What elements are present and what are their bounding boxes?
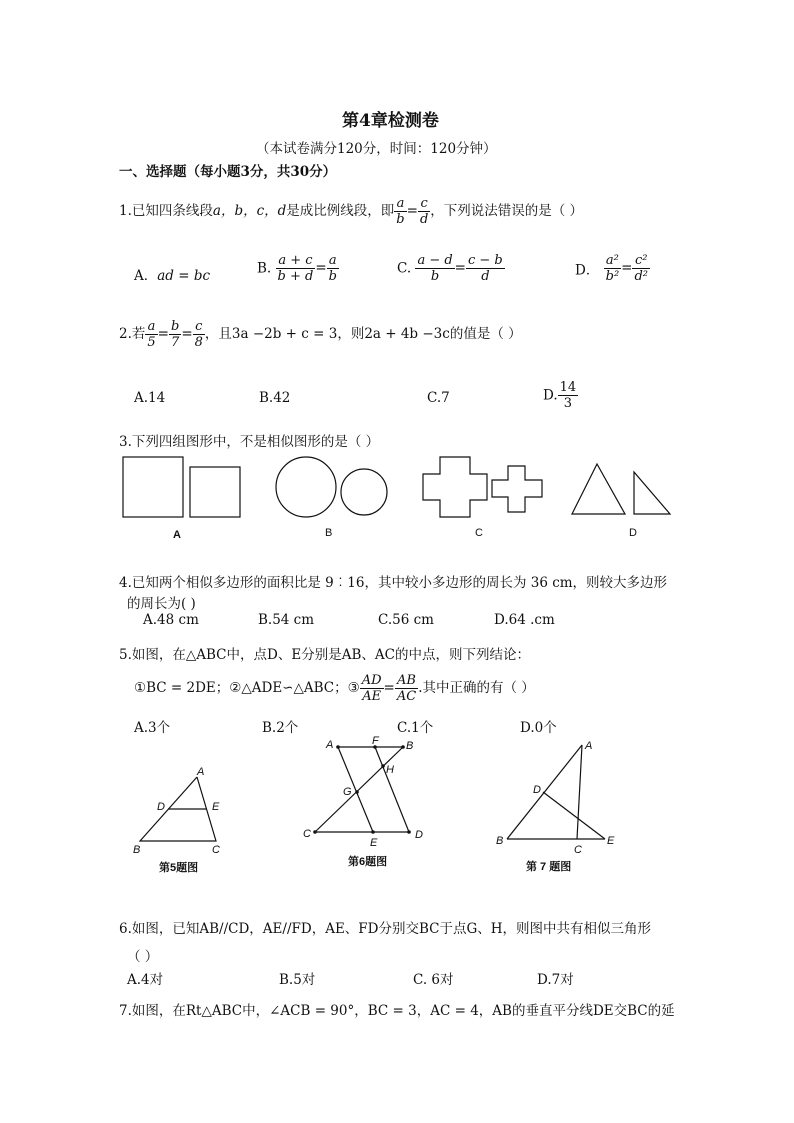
question-1-stem: 1.已知四条线段a，b，c，d是成比例线段，即 $\frac{a}{b}$ = $\frac{c}{d}$ ，下列说法错误的是（ ）: [119, 196, 584, 227]
q3-b-large-circle: [276, 457, 336, 517]
fig6-label-a: A: [326, 739, 334, 751]
q5-option-b[interactable]: B.2个: [262, 720, 299, 736]
figure-7: [496, 740, 615, 873]
q5-conclusions: ①BC = 2DE；②△ADE∽△ABC；③ $\frac{AD}{AE}$ = $\frac{AB}{AC}$ .其中正确的有（ ）: [134, 673, 535, 704]
q4-option-a[interactable]: A.48 cm: [143, 612, 199, 628]
fig6-label-b: B: [406, 740, 414, 752]
fig5-label-a: A: [197, 766, 205, 778]
question-5-stem: 5.如图，在△ABC中，点D、E分别是AB、AC的中点，则下列结论：: [119, 647, 530, 663]
figures-row: [125, 735, 635, 880]
q6-option-d[interactable]: D.7对: [537, 972, 574, 988]
q3-d-right-triangle: [634, 472, 670, 514]
fig6-label-h: H: [386, 764, 394, 776]
q4-option-c[interactable]: C.56 cm: [378, 612, 434, 628]
exam-info: （本试卷满分120分，时间：120分钟）: [256, 141, 497, 157]
section-heading: 一、选择题（每小题3分，共30分）: [119, 164, 337, 180]
q5-option-a[interactable]: A.3个: [134, 720, 171, 736]
q3-a-large-square: [123, 457, 183, 517]
q1-option-d[interactable]: D． $\frac{\text{a²}}{\text{b²}}$ = $\frac{\text{c²}}{\text{d²}}$: [575, 253, 649, 284]
figure-5: [133, 766, 220, 874]
q1-option-c[interactable]: C. $\frac{a - d}{b}$ = $\frac{c - b}{d}$: [397, 253, 503, 284]
fig5-caption: 第5题图: [159, 862, 199, 874]
fig6-caption: 第6题图: [348, 856, 388, 868]
q3-d-large-triangle: [572, 464, 625, 514]
fig7-label-a: A: [585, 740, 593, 752]
fig5-label-e: E: [212, 801, 220, 813]
q2-option-c[interactable]: C.7: [427, 390, 450, 406]
question-4-line2: 的周长为( ): [127, 596, 196, 612]
q2-option-b[interactable]: B.42: [259, 390, 291, 406]
q3-c-large-cross: [423, 457, 487, 517]
q5-option-c[interactable]: C.1个: [397, 720, 434, 736]
fig6-label-c: C: [303, 828, 311, 840]
q6-option-c[interactable]: C. 6对: [413, 972, 454, 988]
question-4-line1: 4.已知两个相似多边形的面积比是 9︰16，其中较小多边形的周长为 36 cm，则较大多边形: [119, 575, 668, 591]
question-3-stem: 3.下列四组图形中，不是相似图形的是（ ）: [119, 434, 380, 450]
fig6-label-f: F: [372, 735, 379, 747]
question-6-line2: （ ）: [127, 949, 159, 965]
q3-a-small-square: [190, 467, 240, 517]
q3-b-small-circle: [341, 469, 387, 515]
q5-option-d[interactable]: D.0个: [520, 720, 557, 736]
q4-option-d[interactable]: D.64 .cm: [494, 612, 555, 628]
question-2-stem: 2.若 $\frac{a}{5}$ = $\frac{b}{7}$ = $\frac{c}{8}$ ，且3a −2b + c = 3，则2a + 4b −3c的值是（ ）: [119, 319, 522, 350]
fig7-caption: 第 7 题图: [526, 861, 572, 873]
fig5-label-b: B: [133, 844, 141, 856]
page-title: 第4章检测卷: [342, 111, 439, 131]
fig6-label-e: E: [370, 837, 378, 849]
q3-label-b: B: [325, 527, 333, 539]
fig5-label-d: D: [157, 801, 165, 813]
fig7-label-d: D: [533, 784, 541, 796]
q3-figures: [115, 452, 685, 544]
q6-option-a[interactable]: A.4对: [127, 972, 164, 988]
fig6-label-d: D: [415, 829, 423, 841]
q2-option-d[interactable]: D. $\frac{14}{3}$: [543, 380, 577, 411]
fig5-label-c: C: [212, 844, 220, 856]
fig7-label-e: E: [607, 835, 615, 847]
q1-option-a[interactable]: A．ad = bc: [134, 268, 211, 284]
q4-option-b[interactable]: B.54 cm: [258, 612, 315, 628]
fig6-label-g: G: [343, 786, 352, 798]
question-7-line1: 7.如图，在Rt△ABC中，∠ACB = 90°，BC = 3，AC = 4，AB的垂直平分线DE交BC的延: [119, 1003, 675, 1019]
q3-label-d: D: [629, 527, 637, 539]
fig7-label-c: C: [574, 844, 582, 856]
q3-label-a: A: [173, 529, 181, 541]
q6-option-b[interactable]: B.5对: [279, 972, 316, 988]
q1-option-b[interactable]: B. $\frac{a + c}{b + d}$ = $\frac{a}{b}$: [257, 253, 337, 284]
fig7-label-b: B: [496, 835, 504, 847]
q3-label-c: C: [475, 527, 483, 539]
q2-option-a[interactable]: A.14: [134, 390, 166, 406]
question-6-line1: 6.如图，已知AB//CD，AE//FD，AE、FD分别交BC于点G、H，则图中共有相似三角形: [119, 921, 652, 937]
figure-6: [303, 735, 423, 868]
q3-c-small-cross: [492, 466, 542, 512]
